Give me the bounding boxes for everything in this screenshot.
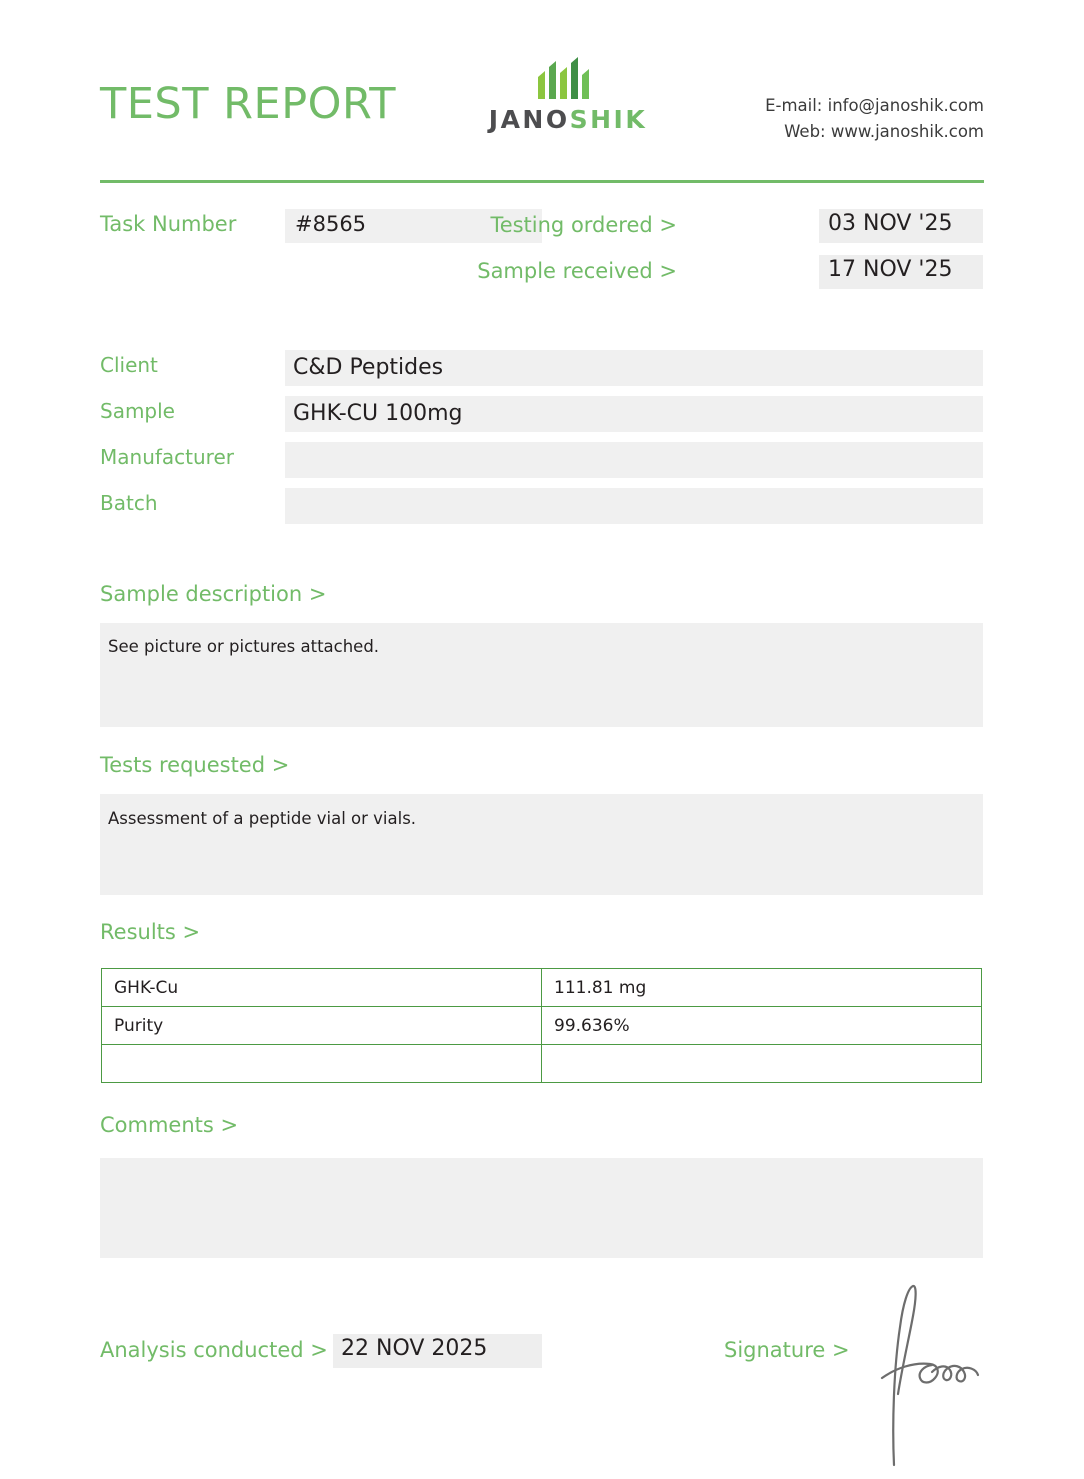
testing-ordered-label: Testing ordered > bbox=[490, 213, 677, 237]
logo-wordmark bbox=[468, 105, 668, 134]
results-table bbox=[101, 968, 982, 1083]
table-row bbox=[102, 1007, 982, 1045]
contact-email: E-mail: info@janoshik.com bbox=[765, 96, 984, 115]
sample-description-text: See picture or pictures attached. bbox=[108, 637, 380, 656]
result-value bbox=[542, 1045, 982, 1083]
report-header bbox=[100, 55, 984, 165]
sample-description-heading: Sample description > bbox=[100, 582, 327, 606]
batch-field bbox=[285, 488, 983, 524]
result-name: Purity bbox=[102, 1007, 542, 1045]
analysis-conducted-label: Analysis conducted > bbox=[100, 1338, 328, 1362]
result-name: GHK-Cu bbox=[102, 969, 542, 1007]
tests-requested-text: Assessment of a peptide vial or vials. bbox=[108, 809, 417, 828]
batch-label: Batch bbox=[100, 491, 158, 515]
sample-received-label: Sample received > bbox=[477, 259, 677, 283]
page-title: TEST REPORT bbox=[100, 79, 397, 129]
comments-heading: Comments > bbox=[100, 1113, 239, 1137]
comments-box bbox=[100, 1158, 983, 1258]
client-label: Client bbox=[100, 353, 158, 377]
result-name bbox=[102, 1045, 542, 1083]
sample-label: Sample bbox=[100, 399, 175, 423]
client-value: C&D Peptides bbox=[293, 355, 444, 380]
contact-block bbox=[765, 93, 984, 144]
task-number-value: #8565 bbox=[295, 212, 367, 236]
manufacturer-label: Manufacturer bbox=[100, 445, 234, 469]
sample-value: GHK-CU 100mg bbox=[293, 401, 463, 426]
janoshik-logo bbox=[468, 55, 668, 134]
tests-requested-heading: Tests requested > bbox=[100, 753, 290, 777]
result-value: 99.636% bbox=[542, 1007, 982, 1045]
header-divider bbox=[100, 180, 984, 183]
table-row bbox=[102, 1045, 982, 1083]
signature-icon bbox=[866, 1282, 986, 1467]
signature-label: Signature > bbox=[724, 1338, 850, 1362]
manufacturer-field bbox=[285, 442, 983, 478]
table-row bbox=[102, 969, 982, 1007]
logo-word-dark: JANO bbox=[488, 105, 570, 134]
contact-web: Web: www.janoshik.com bbox=[784, 121, 984, 141]
result-value: 111.81 mg bbox=[542, 969, 982, 1007]
sample-received-value: 17 NOV '25 bbox=[828, 257, 953, 282]
analysis-date-value: 22 NOV 2025 bbox=[341, 1336, 488, 1361]
logo-mark-icon bbox=[528, 55, 608, 101]
logo-word-green: SHIK bbox=[569, 105, 648, 134]
results-heading: Results > bbox=[100, 920, 201, 944]
testing-ordered-value: 03 NOV '25 bbox=[828, 211, 953, 236]
task-number-label: Task Number bbox=[100, 212, 237, 236]
